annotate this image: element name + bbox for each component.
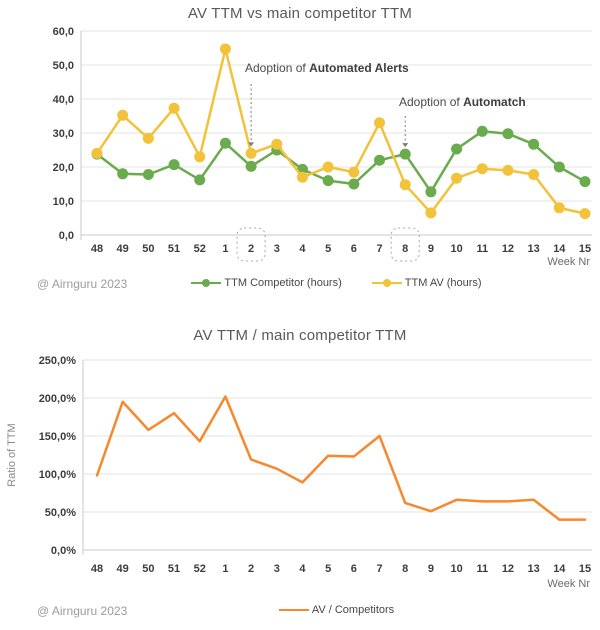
data-point bbox=[477, 163, 488, 174]
legend bbox=[81, 604, 592, 616]
data-point bbox=[169, 159, 180, 170]
x-tick-label: 14 bbox=[553, 243, 566, 255]
chart-title: AV TTM vs main competitor TTM bbox=[187, 5, 413, 22]
series-line bbox=[97, 397, 585, 520]
y-tick-label: 40,0 bbox=[52, 94, 74, 106]
watermark: @ Airnguru 2023 bbox=[37, 604, 128, 618]
data-point bbox=[528, 169, 539, 180]
x-tick-label: 1 bbox=[222, 563, 229, 575]
ttm-ratio-chart bbox=[0, 310, 600, 630]
x-tick-label: 11 bbox=[476, 243, 489, 255]
y-tick-label: 30,0 bbox=[52, 128, 74, 140]
data-point bbox=[425, 186, 436, 197]
annotation-text: Adoption of bbox=[399, 95, 464, 109]
annotation-automated-alerts bbox=[245, 61, 409, 75]
data-point bbox=[400, 149, 411, 160]
data-point bbox=[580, 176, 591, 187]
x-tick-label: 11 bbox=[476, 563, 489, 575]
annotation-text-bold: Automated Alerts bbox=[309, 61, 409, 75]
data-point bbox=[374, 117, 385, 128]
data-point bbox=[374, 155, 385, 166]
x-tick-label: 14 bbox=[553, 563, 566, 575]
data-point bbox=[143, 169, 154, 180]
y-tick-label: 60,0 bbox=[52, 26, 74, 38]
x-tick-label: 48 bbox=[90, 563, 104, 575]
x-tick-label: 1 bbox=[222, 243, 229, 255]
x-tick-label: 10 bbox=[450, 563, 463, 575]
y-tick-label: 100,0% bbox=[38, 469, 76, 481]
x-tick-label: 52 bbox=[193, 563, 206, 575]
x-tick-label: 52 bbox=[193, 243, 206, 255]
legend-label: TTM Competitor (hours) bbox=[224, 277, 342, 289]
x-tick-label: 5 bbox=[325, 243, 332, 255]
data-point bbox=[246, 161, 257, 172]
annotation-automatch bbox=[399, 95, 526, 109]
legend-item-competitor bbox=[191, 277, 341, 289]
data-point bbox=[220, 44, 231, 55]
data-point bbox=[348, 167, 359, 178]
x-tick-label: 49 bbox=[116, 243, 129, 255]
data-point bbox=[92, 148, 103, 159]
data-point bbox=[117, 110, 128, 121]
data-point bbox=[220, 138, 231, 149]
data-point bbox=[451, 144, 462, 155]
data-point bbox=[323, 162, 334, 173]
y-tick-label: 250,0% bbox=[38, 355, 76, 367]
x-tick-label: 6 bbox=[350, 563, 357, 575]
legend-item-av bbox=[372, 277, 482, 289]
y-tick-label: 50,0 bbox=[52, 60, 74, 72]
data-point bbox=[246, 148, 257, 159]
x-tick-label: 7 bbox=[376, 243, 383, 255]
ttm-chart-plot-area bbox=[0, 0, 600, 270]
x-tick-label: 9 bbox=[427, 243, 434, 255]
y-tick-label: 200,0% bbox=[38, 393, 76, 405]
data-point bbox=[194, 151, 205, 162]
x-tick-label: 49 bbox=[116, 563, 129, 575]
data-point bbox=[348, 179, 359, 190]
data-point bbox=[297, 172, 308, 183]
ratio-chart-plot-area bbox=[0, 310, 600, 590]
x-tick-label: 2 bbox=[248, 243, 255, 255]
legend bbox=[81, 277, 592, 289]
data-point bbox=[502, 128, 513, 139]
x-tick-label: 13 bbox=[527, 243, 540, 255]
x-tick-label: 4 bbox=[299, 563, 306, 575]
annotation-text-bold: Automatch bbox=[463, 95, 526, 109]
data-point bbox=[502, 165, 513, 176]
data-point bbox=[323, 175, 334, 186]
line-dot-marker-icon bbox=[191, 279, 221, 288]
chart-title: AV TTM / main competitor TTM bbox=[193, 327, 407, 344]
y-tick-label: 20,0 bbox=[52, 162, 74, 174]
x-tick-label: 15 bbox=[578, 243, 592, 255]
x-tick-label: 15 bbox=[578, 563, 592, 575]
x-tick-label: 51 bbox=[167, 243, 181, 255]
x-tick-label: 9 bbox=[427, 563, 434, 575]
data-point bbox=[451, 173, 462, 184]
data-point bbox=[528, 139, 539, 150]
data-point bbox=[477, 126, 488, 137]
y-tick-label: 50,0% bbox=[44, 507, 76, 519]
data-point bbox=[554, 202, 565, 213]
x-tick-label: 50 bbox=[142, 563, 155, 575]
data-point bbox=[194, 174, 205, 185]
data-point bbox=[554, 162, 565, 173]
watermark: @ Airnguru 2023 bbox=[37, 277, 128, 291]
x-tick-label: 5 bbox=[325, 563, 332, 575]
data-point bbox=[580, 208, 591, 219]
line-marker-icon bbox=[279, 606, 309, 615]
legend-label: AV / Competitors bbox=[311, 604, 395, 616]
x-tick-label: 8 bbox=[402, 563, 409, 575]
data-point bbox=[425, 207, 436, 218]
x-tick-label: 3 bbox=[273, 563, 280, 575]
data-point bbox=[117, 168, 128, 179]
data-point bbox=[400, 179, 411, 190]
x-tick-label: 51 bbox=[167, 563, 181, 575]
y-tick-label: 10,0 bbox=[52, 196, 74, 208]
x-tick-label: 8 bbox=[402, 243, 409, 255]
x-tick-label: 2 bbox=[248, 563, 255, 575]
x-tick-label: 50 bbox=[142, 243, 155, 255]
annotation-text: Adoption of bbox=[245, 61, 310, 75]
data-point bbox=[271, 139, 282, 150]
data-point bbox=[169, 103, 180, 114]
x-tick-label: 6 bbox=[350, 243, 357, 255]
x-tick-label: 13 bbox=[527, 563, 540, 575]
x-axis-title: Week Nr bbox=[547, 578, 590, 590]
x-tick-label: 48 bbox=[90, 243, 104, 255]
x-tick-label: 4 bbox=[299, 243, 306, 255]
annotation-arrowhead-icon bbox=[402, 143, 408, 147]
x-tick-label: 3 bbox=[273, 243, 280, 255]
legend-item-ratio bbox=[279, 604, 394, 616]
line-dot-marker-icon bbox=[372, 279, 402, 288]
y-tick-label: 0,0 bbox=[58, 230, 74, 242]
y-tick-label: 150,0% bbox=[38, 431, 76, 443]
x-tick-label: 7 bbox=[376, 563, 383, 575]
data-point bbox=[143, 133, 154, 144]
y-tick-label: 0,0% bbox=[50, 545, 76, 557]
x-tick-label: 12 bbox=[501, 243, 515, 255]
ttm-comparison-chart bbox=[0, 0, 600, 310]
x-tick-label: 12 bbox=[501, 563, 515, 575]
x-tick-label: 10 bbox=[450, 243, 463, 255]
y-axis-title: Ratio of TTM bbox=[6, 423, 18, 487]
x-axis-title: Week Nr bbox=[547, 256, 590, 268]
legend-label: TTM AV (hours) bbox=[404, 277, 482, 289]
